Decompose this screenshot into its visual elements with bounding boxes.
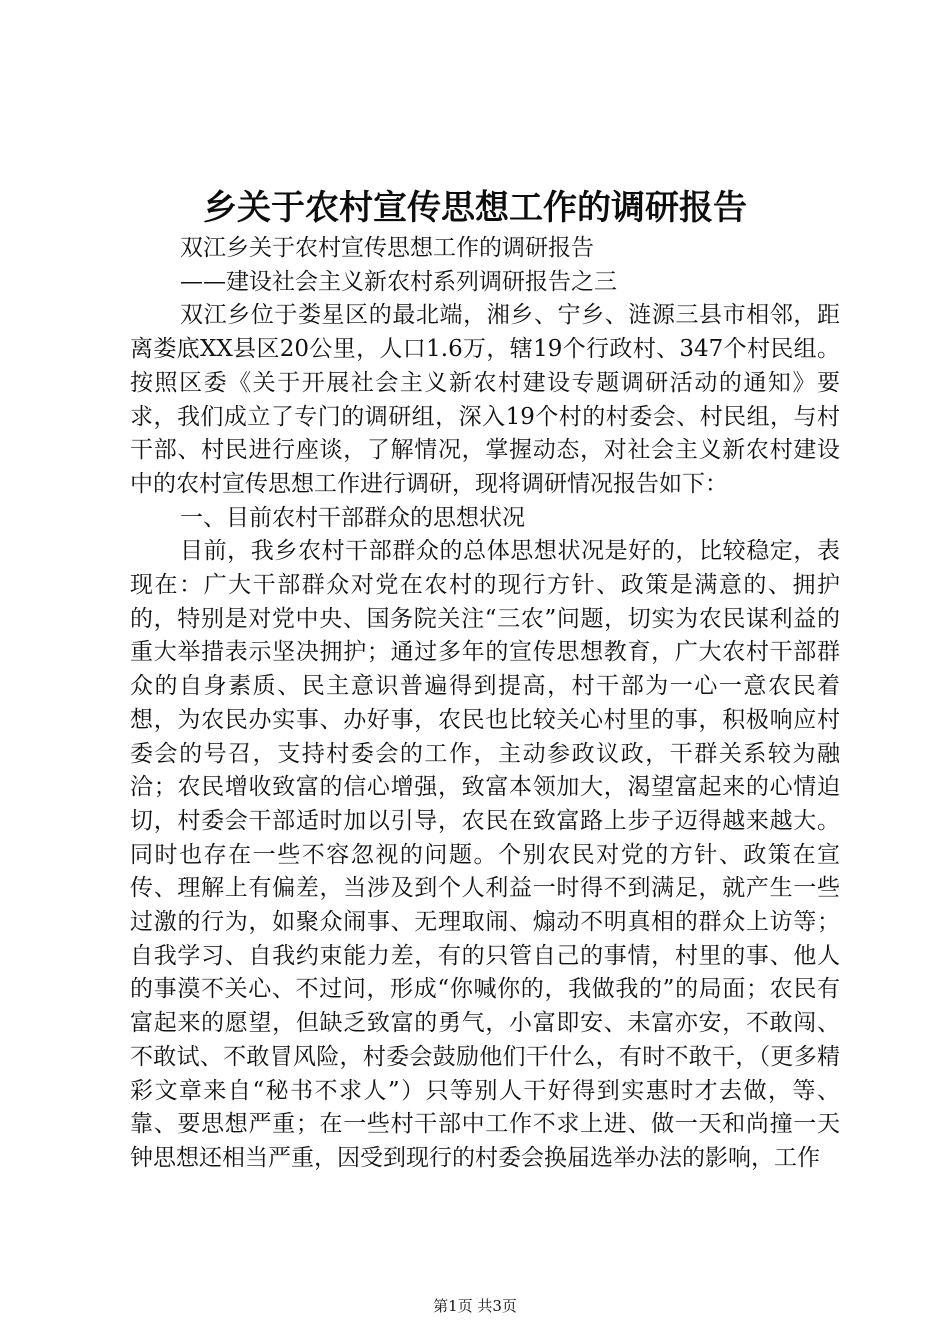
body-paragraph: 目前，我乡农村干部群众的总体思想状况是好的，比较稳定，表现在：广大干部群众对党在农村的现行方针、政策是满意的、拥护的，特别是对党中央、国务院关注“三农”问题，切实为农民谋利益的重大举措表示坚决拥护；通过多年的宣传思想教育，广大农村干部群众的自身素质、民主意识普遍得到提高，村干部为一心一意农民着想，为农民办实事、办好事，农民也比较关心村里的事，积极响应村委会的号召，支持村委会的工作，主动参政议政，干群关系较为融洽；农民增收致富的信心增强，致富本领加大，渴望富起来的心情迫切，村委会干部适时加以引导，农民在致富路上步子迈得越来越大。同时也存在一些不容忽视的问题。个别农民对党的方针、政策在宣传、理解上有偏差，当涉及到个人利益一时得不到满足，就产生一些过激的行为，如聚众闹事、无理取闹、煽动不明真相的群众上访等；自我学习、自我约束能力差，有的只管自己的事情，村里的事、他人的事漠不关心、不过问，形成“你喊你的，我做我的”的局面；农民有富起来的愿望，但缺乏致富的勇气，小富即安、未富亦安，不敢闯、不敢试、不敢冒风险，村委会鼓励他们干什么，有时不敢干，（更多精彩文章来自“秘书不求人”）只等别人干好得到实惠时才去做，等、靠、要思想严重；在一些村干部中工作不求上进、做一天和尚撞一天钟思想还相当严重，因受到现行的村委会换届选举办法的影响，工作 [130, 538, 840, 1171]
document-title: 乡关于农村宣传思想工作的调研报告 [203, 188, 747, 228]
series-subtitle-line: ——建设社会主义新农村系列调研报告之三 [180, 268, 617, 295]
section-heading: 一、目前农村干部群众的思想状况 [180, 504, 525, 531]
document-body [130, 232, 840, 1176]
subtitle-line: 双江乡关于农村宣传思想工作的调研报告 [180, 235, 594, 261]
page-footer: 第1页 共3页 [433, 1297, 517, 1315]
intro-paragraph: 双江乡位于娄星区的最北端，湘乡、宁乡、涟源三县市相邻，距离娄底XX县区20公里，人口1.6万，辖19个行政村、347个村民组。按照区委《关于开展社会主义新农村建设专题调研活动的通知》要求，我们成立了专门的调研组，深入19个村的村委会、村民组，与村干部、村民进行座谈，了解情况，掌握动态，对社会主义新农村建设中的农村宣传思想工作进行调研，现将调研情况报告如下： [130, 302, 840, 497]
